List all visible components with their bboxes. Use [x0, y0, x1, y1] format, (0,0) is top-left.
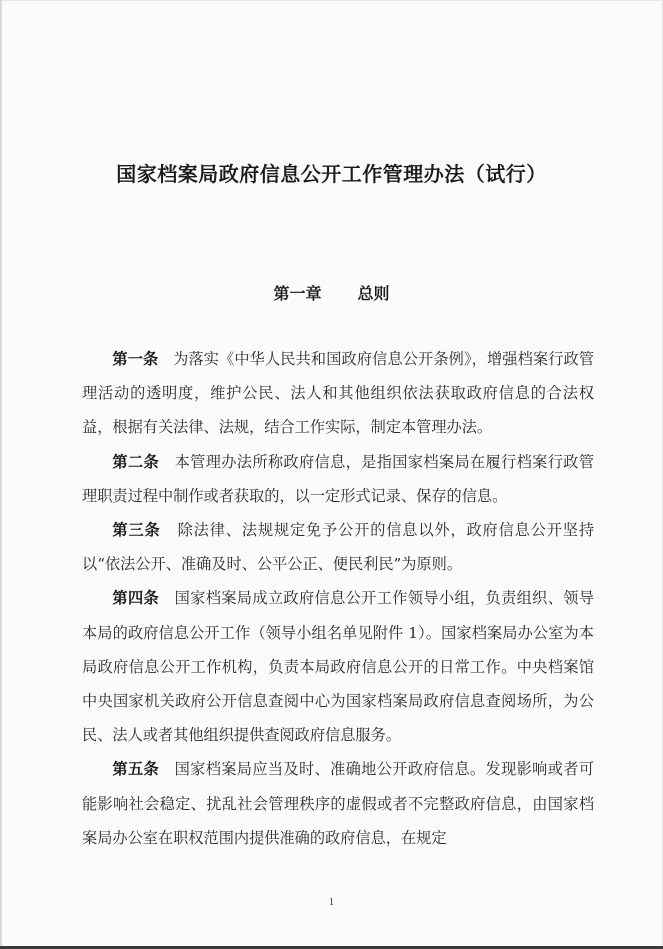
article-text: 除法律、法规规定免予公开的信息以外，政府信息公开坚持以“依法公开、准确及时、公平公正、便民利民”为原则。	[82, 521, 595, 574]
document-body	[82, 342, 594, 855]
article-number: 第五条	[112, 760, 160, 779]
article-1	[82, 342, 594, 445]
article-number: 第四条	[112, 589, 160, 608]
article-2	[82, 445, 594, 513]
article-number: 第二条	[112, 452, 160, 471]
chapter-heading	[0, 281, 663, 304]
chapter-name: 总则	[357, 284, 390, 303]
chapter-number: 第一章	[273, 284, 322, 303]
article-text: 国家档案局应当及时、准确地公开政府信息。发现影响或者可能影响社会稳定、扰乱社会管理秩序的虚假或者不完整政府信息，由国家档案局办公室在职权范围内提供准确的政府信息，在规定	[82, 760, 594, 847]
document-title: 国家档案局政府信息公开工作管理办法（试行）	[116, 162, 547, 186]
article-number: 第一条	[112, 350, 159, 368]
article-5	[82, 752, 594, 855]
article-number: 第三条	[112, 521, 161, 540]
article-text: 国家档案局成立政府信息公开工作领导小组，负责组织、领导本局的政府信息公开工作（领导小组名单见附件 1）。国家档案局办公室为本局政府信息公开工作机构，负责本局政府信息公开的日常工作。中央档案馆中央国家机关政府公开信息查阅中心为国家档案局政府信息查阅场所，为公民、法人或者其他组织提供查阅政府信息服务。	[82, 589, 594, 745]
article-text: 为落实《中华人民共和国政府信息公开条例》，增强档案行政管理活动的透明度，维护公民、法人和其他组织依法获取政府信息的合法权益，根据有关法律、法规，结合工作实际，制定本管理办法。	[82, 350, 595, 437]
article-4	[82, 581, 594, 752]
page-number: 1	[329, 897, 334, 908]
article-text: 本管理办法所称政府信息，是指国家档案局在履行档案行政管理职责过程中制作或者获取的，以一定形式记录、保存的信息。	[82, 452, 594, 505]
scan-edge-left	[0, 0, 3, 949]
article-3	[82, 513, 594, 581]
